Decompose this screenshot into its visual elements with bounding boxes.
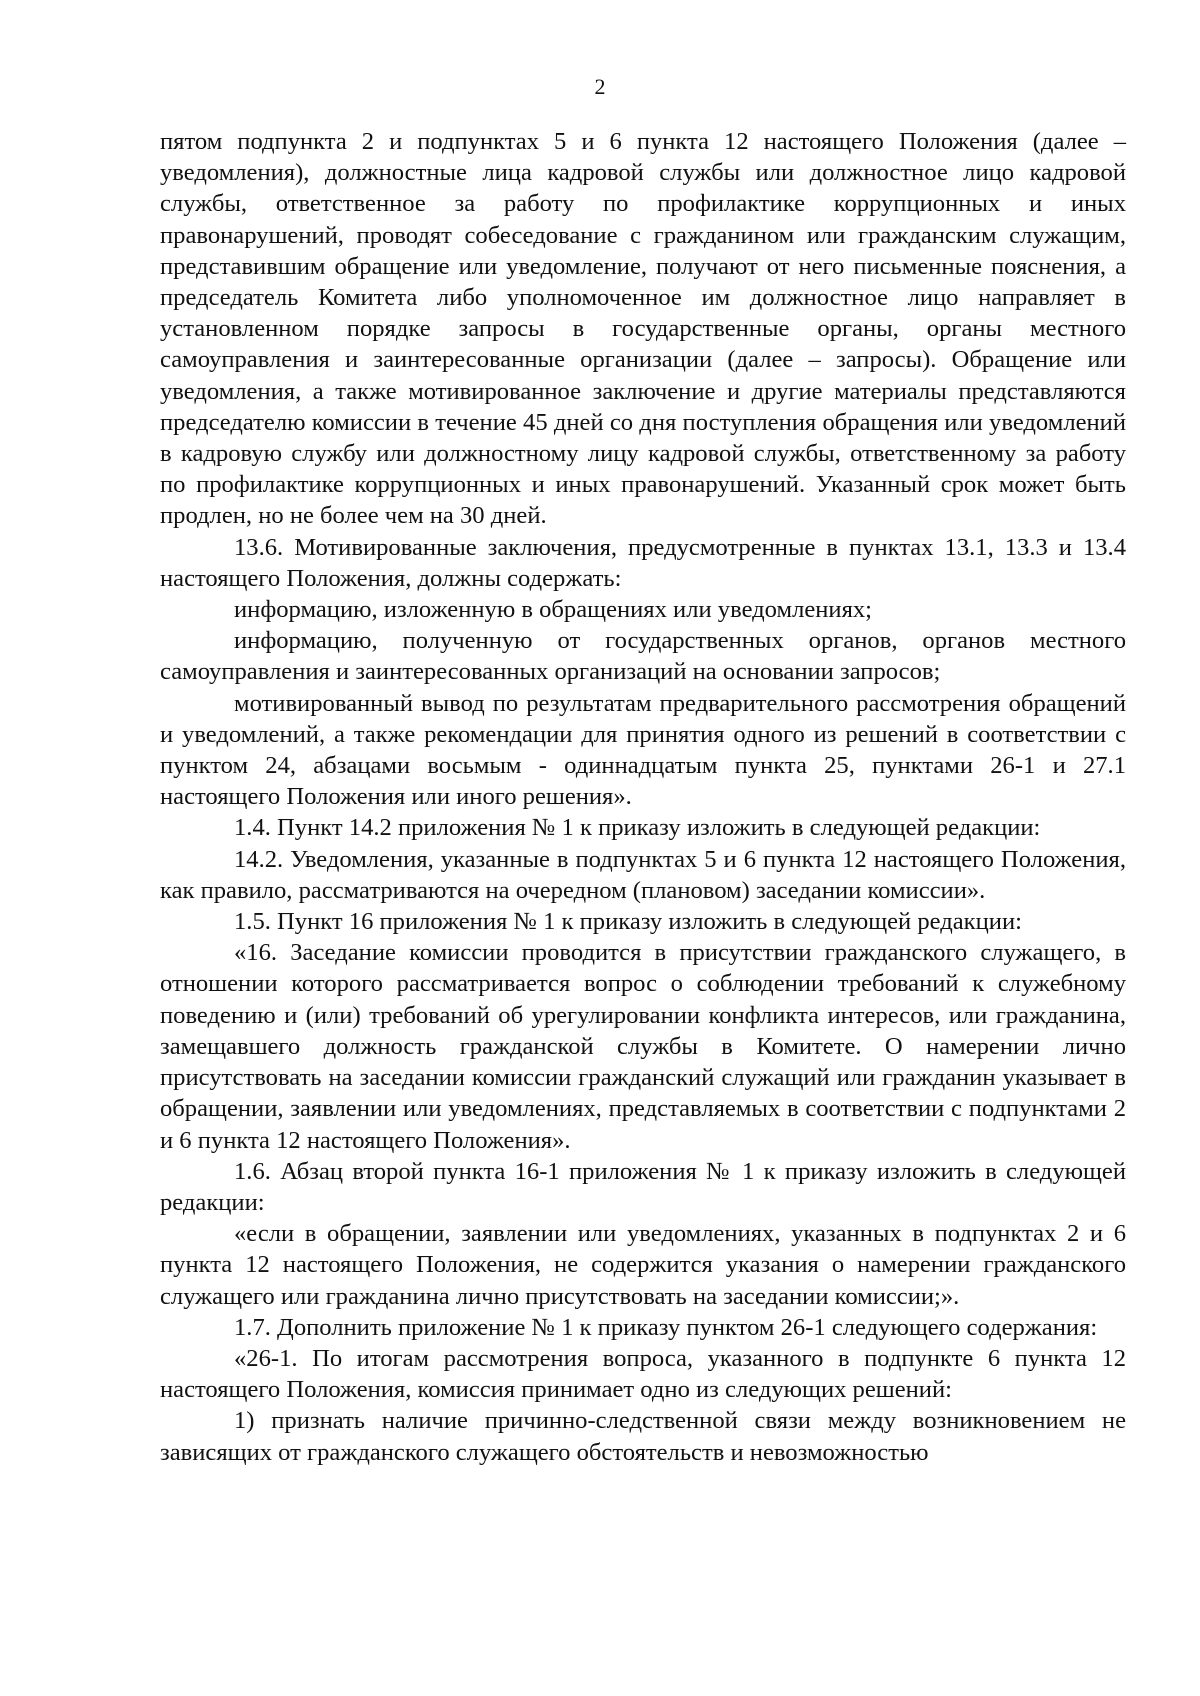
- paragraph-16-1-text: «если в обращении, заявлении или уведомлениях, указанных в подпунктах 2 и 6 пункта 12 настоящего Положения, не содержится указания о намерении гражданского служащего или гражданина лично присутствовать на заседании комиссии;».: [160, 1220, 1126, 1310]
- paragraph-13-6: 13.6. Мотивированные заключения, предусмотренные в пунктах 13.1, 13.3 и 13.4 настоящего Положения, должны содержать:: [160, 533, 1126, 592]
- paragraph-1-7: 1.7. Дополнить приложение № 1 к приказу пунктом 26-1 следующего содержания:: [234, 1313, 1098, 1341]
- paragraph-1-4: 1.4. Пункт 14.2 приложения № 1 к приказу изложить в следующей редакции:: [234, 814, 1041, 842]
- list-item-motivated-conclusion: мотивированный вывод по результатам предварительного рассмотрения обращений и уведомлений, а также рекомендации для принятия одного из решений в соответствии с пунктом 24, абзацами восьмым - одиннадцатым пункта 25, пунктами 26-1 и 27.1 настоящего Положения или иного решения».: [160, 689, 1126, 811]
- paragraph-continuation: пятом подпункта 2 и подпунктах 5 и 6 пункта 12 настоящего Положения (далее – уведомления), должностные лица кадровой службы или должностное лицо кадровой службы, ответственное за работу по профилактике коррупционных и иных правонарушений, проводят собеседование с гражданином или гражданским служащим, представившим обращение или уведомление, получают от него письменные пояснения, а председатель Комитета либо уполномоченное им должностное лицо направляет в установленном порядке запросы в государственные органы, органы местного самоуправления и заинтересованные организации (далее – запросы). Обращение или уведомления, а также мотивированное заключение и другие материалы представляются председателю комиссии в течение 45 дней со дня поступления обращения или уведомлений в кадровую службу или должностному лицу кадровой службы, ответственному за работу по профилактике коррупционных и иных правонарушений. Указанный срок может быть продлен, но не более чем на 30 дней.: [160, 128, 1126, 530]
- list-item-information-bodies: информацию, полученную от государственных органов, органов местного самоуправления и заинтересованных организаций на основании запросов;: [160, 627, 1126, 686]
- paragraph-26-1-item-1: 1) признать наличие причинно-следственной связи между возникновением не зависящих от гражданского служащего обстоятельств и невозможностью: [160, 1407, 1126, 1466]
- document-body: [160, 126, 1126, 1468]
- paragraph-26-1: «26-1. По итогам рассмотрения вопроса, указанного в подпункте 6 пункта 12 настоящего Положения, комиссия принимает одно из следующих решений:: [160, 1344, 1126, 1404]
- paragraph-14-2: 14.2. Уведомления, указанные в подпунктах 5 и 6 пункта 12 настоящего Положения, как правило, рассматриваются на очередном (плановом) заседании комиссии».: [160, 845, 1126, 904]
- list-item-information-appeals: информацию, изложенную в обращениях или уведомлениях;: [234, 596, 873, 624]
- paragraph-1-6: 1.6. Абзац второй пункта 16-1 приложения № 1 к приказу изложить в следующей редакции:: [160, 1157, 1126, 1216]
- paragraph-1-5: 1.5. Пункт 16 приложения № 1 к приказу изложить в следующей редакции:: [234, 908, 1022, 936]
- page-number: 2: [594, 74, 606, 99]
- paragraph-16: «16. Заседание комиссии проводится в присутствии гражданского служащего, в отношении которого рассматривается вопрос о соблюдении требований к служебному поведению и (или) требований об урегулировании конфликта интересов, или гражданина, замещавшего должность гражданской службы в Комитете. О намерении лично присутствовать на заседании комиссии гражданский служащий или гражданин указывает в обращении, заявлении или уведомлениях, представляемых в соответствии с подпунктами 2 и 6 пункта 12 настоящего Положения».: [160, 939, 1126, 1154]
